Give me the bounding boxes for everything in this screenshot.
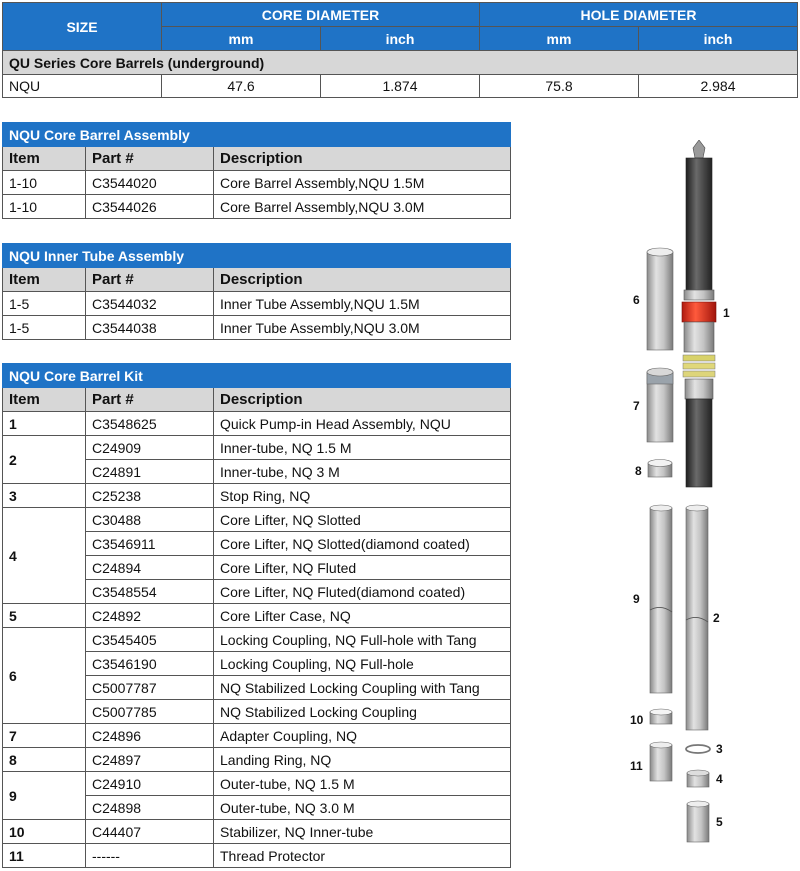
table-title: NQU Core Barrel Kit — [3, 364, 511, 388]
part-cell: C3544032 — [86, 292, 214, 316]
item-cell: 1-5 — [3, 292, 86, 316]
stop-ring-part — [686, 745, 710, 753]
item-cell: 2 — [3, 436, 86, 484]
description-cell: Landing Ring, NQ — [214, 748, 511, 772]
part-cell: C3544038 — [86, 316, 214, 340]
table-row — [3, 724, 511, 748]
table-title: NQU Inner Tube Assembly — [3, 244, 511, 268]
unit-header: mm — [162, 27, 321, 51]
core-barrel-kit-table — [2, 363, 511, 868]
item-header: Item — [3, 388, 86, 412]
description-header: Description — [214, 147, 511, 171]
part-cell: ------ — [86, 844, 214, 868]
item-cell: 8 — [3, 748, 86, 772]
table-row — [3, 628, 511, 652]
item-cell: 9 — [3, 772, 86, 820]
description-cell: Stabilizer, NQ Inner-tube — [214, 820, 511, 844]
callout-label: 9 — [633, 592, 640, 606]
item-cell: 10 — [3, 820, 86, 844]
table-row — [3, 844, 511, 868]
part-cell: C3545405 — [86, 628, 214, 652]
description-cell: NQ Stabilized Locking Coupling with Tang — [214, 676, 511, 700]
item-cell: 1 — [3, 412, 86, 436]
part-header: Part # — [86, 388, 214, 412]
table-row — [3, 748, 511, 772]
part-cell: C3546911 — [86, 532, 214, 556]
outer-tube-part — [650, 505, 672, 693]
item-cell: 5 — [3, 604, 86, 628]
thread-protector-part — [650, 742, 672, 781]
part-cell: C24891 — [86, 460, 214, 484]
part-cell: C5007785 — [86, 700, 214, 724]
part-cell: C5007787 — [86, 676, 214, 700]
table-row — [3, 292, 511, 316]
head-assembly-part — [682, 140, 716, 487]
callout-label: 5 — [716, 815, 723, 829]
description-cell: Inner-tube, NQ 3 M — [214, 460, 511, 484]
hole-mm-cell: 75.8 — [480, 75, 639, 98]
callout-label: 8 — [635, 464, 642, 478]
item-cell: 3 — [3, 484, 86, 508]
description-cell: Thread Protector — [214, 844, 511, 868]
table-row — [3, 820, 511, 844]
part-cell: C44407 — [86, 820, 214, 844]
locking-coupling-part — [647, 248, 673, 350]
part-cell: C24909 — [86, 436, 214, 460]
item-cell: 1-10 — [3, 171, 86, 195]
description-cell: Core Barrel Assembly,NQU 3.0M — [214, 195, 511, 219]
size-header: SIZE — [3, 3, 162, 51]
description-cell: Locking Coupling, NQ Full-hole with Tang — [214, 628, 511, 652]
table-row — [3, 436, 511, 460]
part-cell: C25238 — [86, 484, 214, 508]
table-row — [3, 171, 511, 195]
item-cell: 4 — [3, 508, 86, 604]
description-cell: Adapter Coupling, NQ — [214, 724, 511, 748]
table-row — [3, 484, 511, 508]
core-mm-cell: 47.6 — [162, 75, 321, 98]
adapter-coupling-part — [647, 368, 673, 442]
table-row — [3, 75, 798, 98]
description-cell: NQ Stabilized Locking Coupling — [214, 700, 511, 724]
part-cell: C24896 — [86, 724, 214, 748]
table-row — [3, 772, 511, 796]
part-cell: C24898 — [86, 796, 214, 820]
description-cell: Core Lifter, NQ Fluted(diamond coated) — [214, 580, 511, 604]
table-row — [3, 195, 511, 219]
table-row — [3, 412, 511, 436]
description-cell: Core Barrel Assembly,NQU 1.5M — [214, 171, 511, 195]
part-cell: C3548625 — [86, 412, 214, 436]
callout-label: 10 — [630, 713, 644, 727]
callout-label: 1 — [723, 306, 730, 320]
table-row — [3, 316, 511, 340]
part-cell: C24894 — [86, 556, 214, 580]
part-cell: C24897 — [86, 748, 214, 772]
core-barrel-assembly-table — [2, 122, 511, 219]
description-cell: Outer-tube, NQ 1.5 M — [214, 772, 511, 796]
description-cell: Stop Ring, NQ — [214, 484, 511, 508]
callout-label: 6 — [633, 293, 640, 307]
table-row — [3, 604, 511, 628]
description-cell: Inner-tube, NQ 1.5 M — [214, 436, 511, 460]
diameter-table — [2, 2, 798, 98]
item-cell: 6 — [3, 628, 86, 724]
part-cell: C24892 — [86, 604, 214, 628]
description-cell: Core Lifter, NQ Slotted — [214, 508, 511, 532]
core-inch-cell: 1.874 — [321, 75, 480, 98]
description-cell: Core Lifter, NQ Fluted — [214, 556, 511, 580]
inner-tube-assembly-table — [2, 243, 511, 340]
item-header: Item — [3, 268, 86, 292]
unit-header: inch — [321, 27, 480, 51]
callout-label: 2 — [713, 611, 720, 625]
description-cell: Core Lifter Case, NQ — [214, 604, 511, 628]
table-row — [3, 508, 511, 532]
core-barrel-exploded-diagram — [620, 140, 800, 860]
item-header: Item — [3, 147, 86, 171]
size-cell: NQU — [3, 75, 162, 98]
callout-label: 11 — [630, 759, 643, 773]
part-cell: C3544020 — [86, 171, 214, 195]
stabilizer-part — [650, 709, 672, 724]
description-header: Description — [214, 388, 511, 412]
item-cell: 11 — [3, 844, 86, 868]
landing-ring-part — [648, 460, 672, 478]
core-diameter-header: CORE DIAMETER — [162, 3, 480, 27]
core-lifter-part — [687, 770, 709, 787]
table-title: NQU Core Barrel Assembly — [3, 123, 511, 147]
description-cell: Quick Pump-in Head Assembly, NQU — [214, 412, 511, 436]
item-cell: 1-10 — [3, 195, 86, 219]
part-header: Part # — [86, 268, 214, 292]
series-label: QU Series Core Barrels (underground) — [3, 51, 798, 75]
part-header: Part # — [86, 147, 214, 171]
part-cell: C30488 — [86, 508, 214, 532]
item-cell: 1-5 — [3, 316, 86, 340]
unit-header: mm — [480, 27, 639, 51]
description-cell: Inner Tube Assembly,NQU 3.0M — [214, 316, 511, 340]
description-cell: Locking Coupling, NQ Full-hole — [214, 652, 511, 676]
description-cell: Inner Tube Assembly,NQU 1.5M — [214, 292, 511, 316]
part-cell: C24910 — [86, 772, 214, 796]
description-cell: Core Lifter, NQ Slotted(diamond coated) — [214, 532, 511, 556]
item-cell: 7 — [3, 724, 86, 748]
description-header: Description — [214, 268, 511, 292]
part-cell: C3544026 — [86, 195, 214, 219]
callout-label: 4 — [716, 772, 723, 786]
core-lifter-case-part — [687, 801, 709, 842]
callout-label: 7 — [633, 399, 640, 413]
part-cell: C3548554 — [86, 580, 214, 604]
hole-diameter-header: HOLE DIAMETER — [480, 3, 798, 27]
hole-inch-cell: 2.984 — [639, 75, 798, 98]
part-cell: C3546190 — [86, 652, 214, 676]
unit-header: inch — [639, 27, 798, 51]
description-cell: Outer-tube, NQ 3.0 M — [214, 796, 511, 820]
callout-label: 3 — [716, 742, 723, 756]
inner-tube-part — [686, 505, 708, 730]
